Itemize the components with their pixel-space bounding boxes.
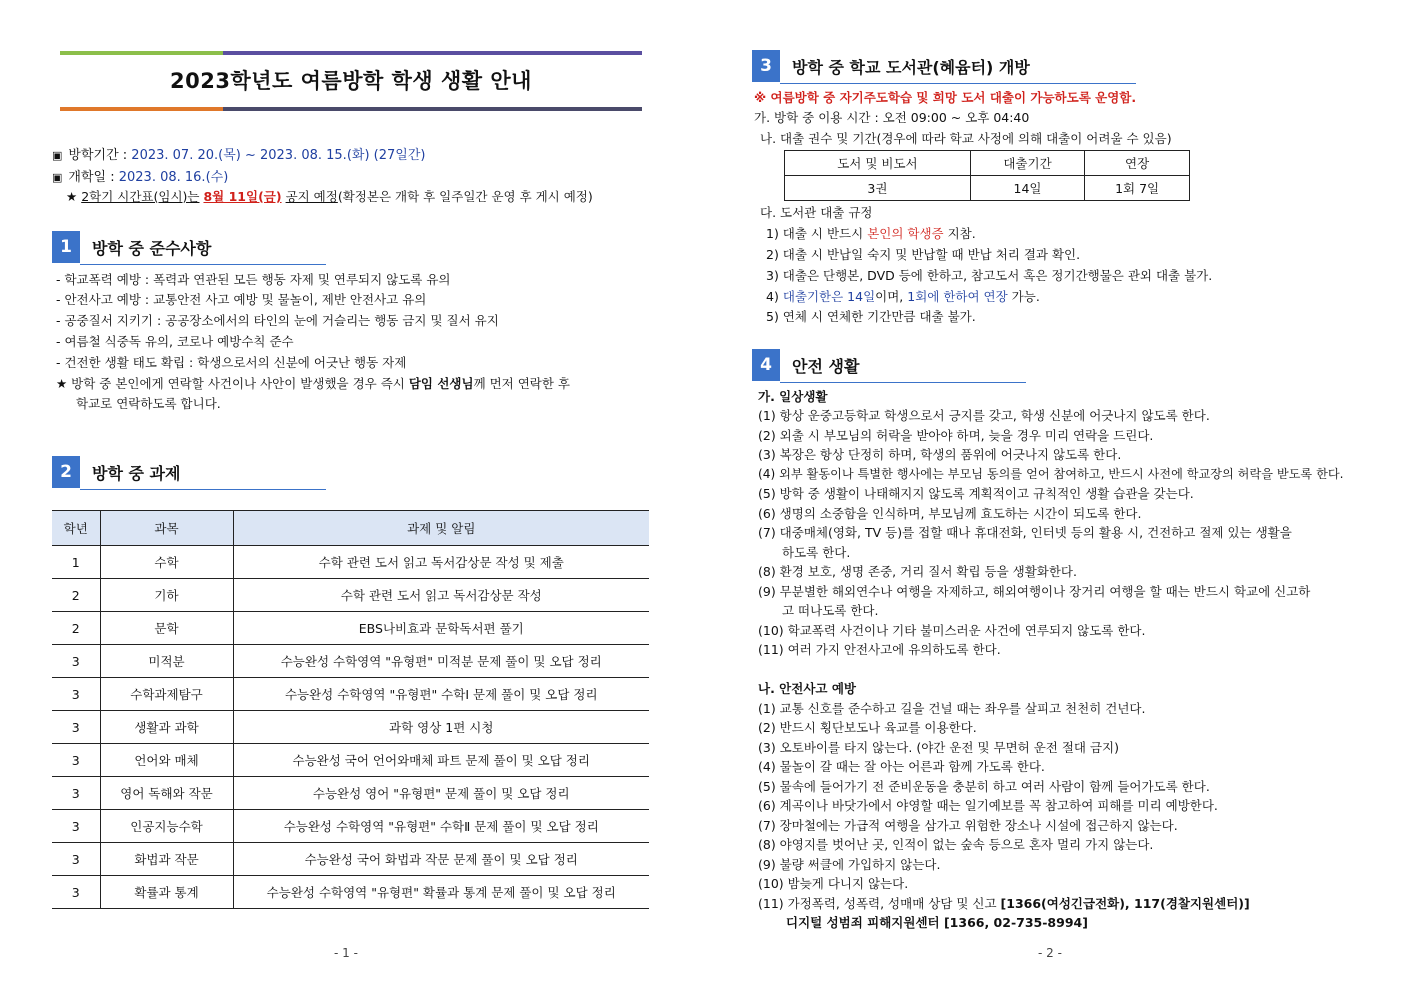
rule-item: - 안전사고 예방 : 교통안전 사고 예방 및 물놀이, 제반 안전사고 유의 xyxy=(56,292,427,307)
header-extension: 연장 xyxy=(1085,151,1190,176)
section-1-heading xyxy=(52,231,332,263)
safety-item: (4) 물놀이 갈 때는 잘 아는 어른과 함께 가도록 한다. xyxy=(758,759,1045,774)
section-underline xyxy=(780,382,1026,383)
open-label: 개학일 : xyxy=(68,170,119,185)
rule4-part3: 이며, xyxy=(875,289,908,304)
rule-item: - 학교폭력 예방 : 폭력과 연관된 모든 행동 자제 및 연루되지 않도록 유의 xyxy=(56,272,451,287)
daily-item: (7) 대중매체(영화, TV 등)를 접할 때나 휴대전화, 인터넷 등의 활용 시, 건전하고 절제 있는 생활을 xyxy=(758,525,1292,540)
header-subject: 과목 xyxy=(100,511,233,546)
daily-item: (6) 생명의 소중함을 인식하며, 부모님께 효도하는 시간이 되도록 한다. xyxy=(758,506,1142,521)
extension-highlight: 1회에 한하여 연장 xyxy=(907,289,1008,304)
cell-task: 수능완성 수학영역 "유형편" 수학Ⅰ 문제 풀이 및 오답 정리 xyxy=(233,678,649,711)
safety-item: (9) 불량 써클에 가입하지 않는다. xyxy=(758,857,941,872)
safety-title: 나. 안전사고 예방 xyxy=(758,681,856,696)
section-4-heading xyxy=(752,349,1032,381)
cell-grade: 3 xyxy=(52,777,100,810)
daily-item: (10) 학교폭력 사건이나 기타 불미스러운 사건에 연루되지 않도록 한다. xyxy=(758,623,1146,638)
page-1 xyxy=(0,0,700,992)
table-header-row xyxy=(52,511,649,546)
cell-task: 수능완성 국어 언어와매체 파트 문제 풀이 및 오답 정리 xyxy=(233,744,649,777)
cell-task: 수능완성 영어 "유형편" 문제 풀이 및 오답 정리 xyxy=(233,777,649,810)
cell-grade: 3 xyxy=(52,843,100,876)
cell-subject: 기하 xyxy=(100,579,233,612)
square-bullet-icon: ▣ xyxy=(52,149,63,162)
safety-item: (1) 교통 신호를 준수하고 길을 건널 때는 좌우를 살피고 천천히 건넌다. xyxy=(758,701,1146,716)
cell-task: 수능완성 수학영역 "유형편" 수학Ⅱ 문제 풀이 및 오답 정리 xyxy=(233,810,649,843)
contact-note-part1: ★ 방학 중 본인에게 연락할 사건이나 사안이 발생했을 경우 즉시 xyxy=(56,376,409,391)
digital-crime-center: 디지털 성범죄 피해지원센터 [1366, 02-735-8994] xyxy=(786,915,1088,930)
table-row xyxy=(52,744,649,777)
header-items: 도서 및 비도서 xyxy=(785,151,971,176)
cell-subject: 미적분 xyxy=(100,645,233,678)
section-underline xyxy=(80,264,326,265)
rule4-part1: 4) xyxy=(766,289,783,304)
section-3-heading xyxy=(752,50,1142,82)
cell-subject: 확률과 통계 xyxy=(100,876,233,909)
cell-grade: 3 xyxy=(52,711,100,744)
rule1-part3: 지참. xyxy=(943,226,976,241)
table-row xyxy=(52,810,649,843)
assignment-table xyxy=(52,510,649,909)
safety-item: (3) 오토바이를 타지 않는다. (야간 운전 및 무면허 운전 절대 금지) xyxy=(758,740,1119,755)
rule-item: - 건전한 생활 태도 확립 : 학생으로서의 신분에 어긋난 행동 자제 xyxy=(56,355,407,370)
section-number: 1 xyxy=(52,231,80,263)
cell-subject: 화법과 작문 xyxy=(100,843,233,876)
table-row xyxy=(52,843,649,876)
homeroom-teacher: 담임 선생님 xyxy=(408,376,474,391)
cell-extension: 1회 7일 xyxy=(1085,176,1190,201)
table-row xyxy=(52,876,649,909)
table-row xyxy=(52,579,649,612)
safety-item: (2) 반드시 횡단보도나 육교를 이용한다. xyxy=(758,720,977,735)
vacation-period xyxy=(52,144,425,163)
cell-period: 14일 xyxy=(970,176,1084,201)
library-notice: ※ 여름방학 중 자기주도학습 및 희망 도서 대출이 가능하도록 운영함. xyxy=(754,90,1137,105)
safety-item: (10) 밤늦게 다니지 않는다. xyxy=(758,876,909,891)
cell-grade: 3 xyxy=(52,810,100,843)
cell-task: 수학 관련 도서 읽고 독서감상문 작성 xyxy=(233,579,649,612)
table-row xyxy=(52,777,649,810)
cell-subject: 생활과 과학 xyxy=(100,711,233,744)
cell-task: 수학 관련 도서 읽고 독서감상문 작성 및 제출 xyxy=(233,546,649,579)
loan-period-highlight: 대출기한은 14일 xyxy=(782,289,876,304)
table-row xyxy=(52,678,649,711)
cell-subject: 인공지능수학 xyxy=(100,810,233,843)
rule-item: - 공중질서 지키기 : 공공장소에서의 타인의 눈에 거슬리는 행동 금지 및 질서 유지 xyxy=(56,313,499,328)
cell-subject: 수학 xyxy=(100,546,233,579)
section-underline xyxy=(780,83,1136,84)
library-hours: 가. 방학 중 이용 시간 : 오전 09:00 ~ 오후 04:40 xyxy=(754,110,1030,125)
section-title: 방학 중 학교 도서관(혜윰터) 개방 xyxy=(792,58,1030,77)
loan-rule xyxy=(766,287,1040,305)
school-open-date xyxy=(52,166,228,185)
section-underline xyxy=(80,489,326,490)
loan-rule xyxy=(766,224,976,242)
document-title: 2023학년도 여름방학 학생 생활 안내 xyxy=(170,69,532,93)
page-number: - 1 - xyxy=(334,946,358,960)
cell-subject: 영어 독해와 작문 xyxy=(100,777,233,810)
daily-item: (2) 외출 시 부모님의 허락을 받아야 하며, 늦을 경우 미리 연락을 드린다. xyxy=(758,428,1154,443)
title-bottom-bar xyxy=(60,107,642,111)
safety-item: (8) 야영지를 벗어난 곳, 인적이 없는 숲속 등으로 혼자 멀리 가지 않는다. xyxy=(758,837,1154,852)
loan-limit-title: 나. 대출 권수 및 기간(경우에 따라 학교 사정에 의해 대출이 어려울 수 있음) xyxy=(760,131,1172,146)
loan-rule: 2) 대출 시 반납일 숙지 및 반납할 때 반납 처리 결과 확인. xyxy=(766,247,1081,262)
loan-table-header xyxy=(785,151,1190,176)
rule-item: - 여름철 식중독 유의, 코로나 예방수칙 준수 xyxy=(56,334,294,349)
timetable-note xyxy=(66,187,593,205)
loan-rules-title: 다. 도서관 대출 규정 xyxy=(760,205,873,220)
open-value: 2023. 08. 16.(수) xyxy=(118,170,229,185)
cell-grade: 1 xyxy=(52,546,100,579)
table-row xyxy=(52,645,649,678)
daily-item: (11) 여러 가지 안전사고에 유의하도록 한다. xyxy=(758,642,1001,657)
daily-item: (5) 방학 중 생활이 나태해지지 않도록 계획적이고 규칙적인 생활 습관을 갖는다. xyxy=(758,486,1194,501)
section-number: 4 xyxy=(752,349,780,381)
header-period: 대출기간 xyxy=(970,151,1084,176)
cell-task: 수능완성 수학영역 "유형편" 미적분 문제 풀이 및 오답 정리 xyxy=(233,645,649,678)
cell-grade: 2 xyxy=(52,579,100,612)
section-2-heading xyxy=(52,456,332,488)
period-value: 2023. 07. 20.(목) ~ 2023. 08. 15.(화) (27일간) xyxy=(131,148,426,163)
table-row xyxy=(52,612,649,645)
daily-item: (9) 무분별한 해외연수나 여행을 자제하고, 해외여행이나 장거리 여행을 할 때는 반드시 학교에 신고하 xyxy=(758,584,1311,599)
table-row xyxy=(52,546,649,579)
header-task: 과제 및 알림 xyxy=(233,511,649,546)
contact-note-line2: 학교로 연락하도록 합니다. xyxy=(76,396,221,411)
safety-item: (7) 장마철에는 가급적 여행을 삼가고 위험한 장소나 시설에 접근하지 않는다. xyxy=(758,818,1178,833)
hotline-label: (11) 가정폭력, 성폭력, 성매매 상담 및 신고 xyxy=(758,896,1001,911)
title-top-bar xyxy=(60,51,642,55)
contact-note-part2: 께 먼저 연락한 후 xyxy=(473,376,571,391)
section-number: 3 xyxy=(752,50,780,82)
daily-item: (4) 외부 활동이나 특별한 행사에는 부모님 동의를 얻어 참여하고, 반드시 사전에 학교장의 허락을 받도록 한다. xyxy=(758,467,1344,481)
cell-subject: 수학과제탐구 xyxy=(100,678,233,711)
cell-grade: 3 xyxy=(52,645,100,678)
cell-grade: 3 xyxy=(52,876,100,909)
daily-item: (3) 복장은 항상 단정히 하며, 학생의 품위에 어긋나지 않도록 한다. xyxy=(758,447,1122,462)
contact-note xyxy=(56,374,570,392)
section-title: 방학 중 과제 xyxy=(92,464,181,483)
page-number: - 2 - xyxy=(1038,946,1062,960)
cell-subject: 문학 xyxy=(100,612,233,645)
loan-table xyxy=(784,150,1190,201)
note-part4: (확정본은 개학 후 일주일간 운영 후 게시 예정) xyxy=(337,189,593,204)
section-number: 2 xyxy=(52,456,80,488)
rule1-part1: 1) 대출 시 반드시 xyxy=(766,226,868,241)
section-title: 안전 생활 xyxy=(792,357,860,376)
daily-item-continued: 고 떠나도록 한다. xyxy=(782,603,879,618)
star-icon: ★ xyxy=(66,189,78,204)
safety-item xyxy=(758,894,1250,912)
note-part3: 공지 예정 xyxy=(285,189,338,204)
daily-item: (8) 환경 보호, 생명 존중, 거리 질서 확립 등을 생활화한다. xyxy=(758,564,1077,579)
cell-grade: 2 xyxy=(52,612,100,645)
header-grade: 학년 xyxy=(52,511,100,546)
square-bullet-icon: ▣ xyxy=(52,171,63,184)
cell-task: 수능완성 수학영역 "유형편" 확률과 통계 문제 풀이 및 오답 정리 xyxy=(233,876,649,909)
cell-grade: 3 xyxy=(52,744,100,777)
cell-grade: 3 xyxy=(52,678,100,711)
student-id: 본인의 학생증 xyxy=(867,226,944,241)
daily-item-continued: 하도록 한다. xyxy=(782,545,851,560)
page-2 xyxy=(700,0,1403,992)
daily-item: (1) 항상 운중고등학교 학생으로서 긍지를 갖고, 학생 신분에 어긋나지 않도록 한다. xyxy=(758,408,1210,423)
cell-subject: 언어와 매체 xyxy=(100,744,233,777)
loan-table-row xyxy=(785,176,1190,201)
section-title: 방학 중 준수사항 xyxy=(92,239,212,258)
hotline-numbers: [1366(여성긴급전화), 117(경찰지원센터)] xyxy=(1000,896,1250,911)
safety-item: (5) 물속에 들어가기 전 준비운동을 충분히 하고 여러 사람이 함께 들어가도록 한다. xyxy=(758,779,1210,794)
cell-task: EBS나비효과 문학독서편 풀기 xyxy=(233,612,649,645)
loan-rule: 3) 대출은 단행본, DVD 등에 한하고, 참고도서 혹은 정기간행물은 관외 대출 불가. xyxy=(766,268,1213,283)
title-box xyxy=(60,51,642,111)
cell-task: 수능완성 국어 화법과 작문 문제 풀이 및 오답 정리 xyxy=(233,843,649,876)
note-date: 8월 11일(금) xyxy=(203,189,282,204)
safety-item: (6) 계곡이나 바닷가에서 야영할 때는 일기예보를 꼭 참고하여 피해를 미리 예방한다. xyxy=(758,798,1218,813)
daily-life-title: 가. 일상생활 xyxy=(758,389,828,404)
note-part1: 2학기 시간표(임시)는 xyxy=(81,189,200,204)
period-label: 방학기간 : xyxy=(68,148,132,163)
cell-task: 과학 영상 1편 시청 xyxy=(233,711,649,744)
loan-rule: 5) 연체 시 연체한 기간만큼 대출 불가. xyxy=(766,309,976,324)
rule4-part5: 가능. xyxy=(1007,289,1040,304)
table-row xyxy=(52,711,649,744)
cell-items: 3권 xyxy=(785,176,971,201)
